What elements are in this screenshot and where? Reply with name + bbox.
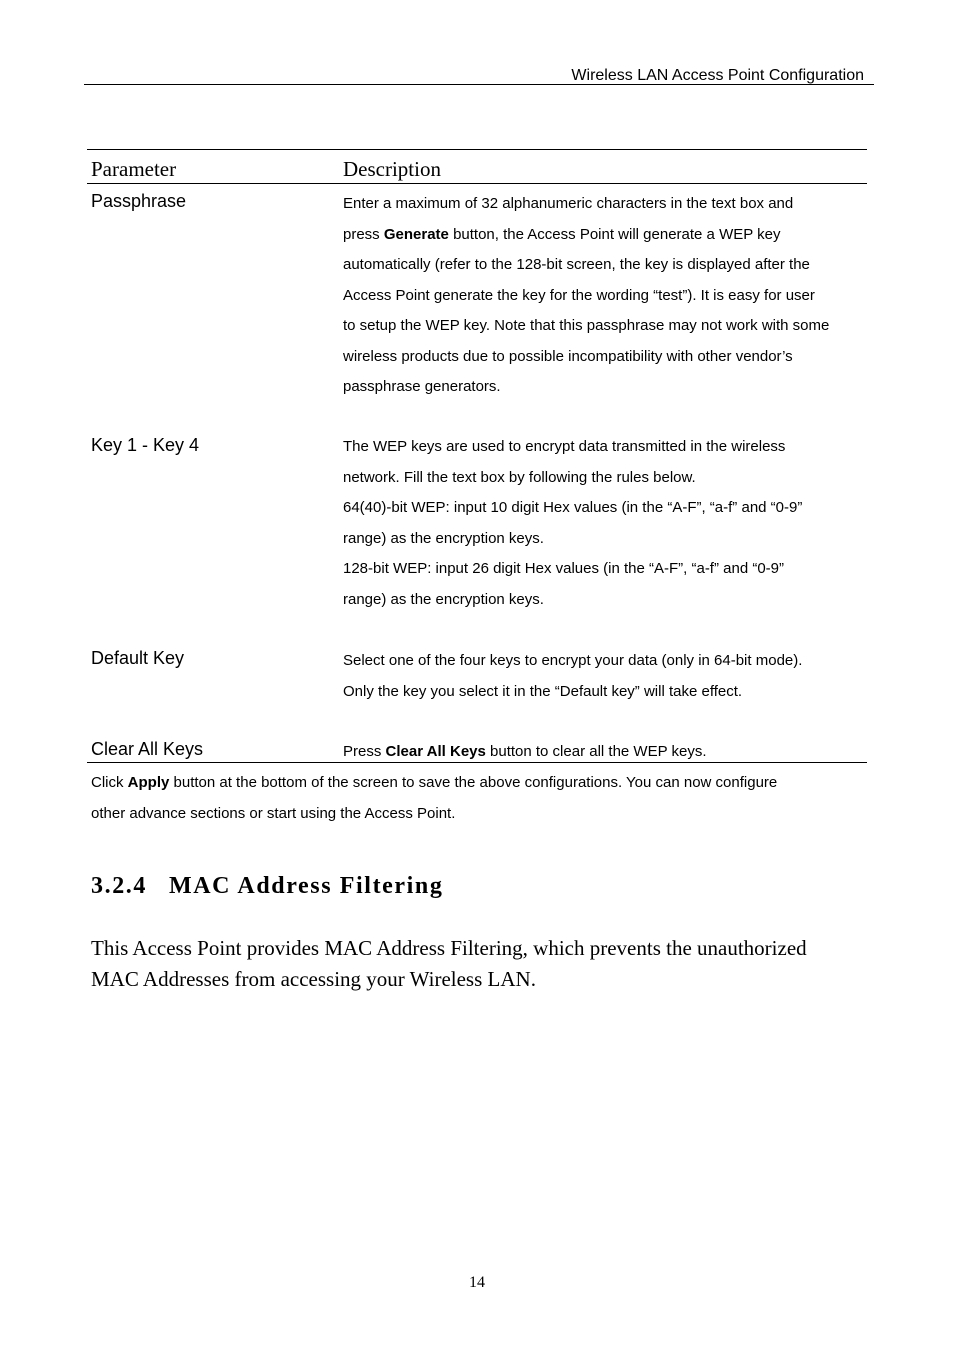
desc-line: The WEP keys are used to encrypt data transmitted in the wireless bbox=[343, 438, 786, 455]
desc-line bbox=[343, 737, 867, 768]
note-line: other advance sections or start using the Access Point. bbox=[91, 805, 456, 822]
apply-note bbox=[91, 767, 871, 829]
section-number: 3.2.4 bbox=[91, 873, 147, 899]
note-text: Click bbox=[91, 774, 128, 791]
desc-line: automatically (refer to the 128-bit screen, the key is displayed after the bbox=[343, 256, 810, 273]
desc-passphrase bbox=[343, 189, 867, 403]
intro-line: This Access Point provides MAC Address Filtering, which prevents the unauthorized bbox=[91, 936, 807, 960]
page-header bbox=[84, 66, 874, 85]
desc-line: range) as the encryption keys. bbox=[343, 529, 544, 547]
section-heading bbox=[91, 873, 443, 900]
desc-line: network. Fill the text box by following the rules below. bbox=[343, 468, 696, 486]
desc-text: button, the Access Point will generate a WEP key bbox=[448, 225, 781, 243]
parameter-table bbox=[87, 149, 867, 763]
table-header-row bbox=[87, 150, 867, 184]
desc-line bbox=[343, 220, 867, 251]
column-header-parameter: Parameter bbox=[91, 157, 177, 181]
param-passphrase: Passphrase bbox=[91, 191, 187, 211]
desc-line: wireless products due to possible incompatibility with other vendor’s bbox=[343, 347, 793, 365]
desc-line: to setup the WEP key. Note that this passphrase may not work with some bbox=[343, 317, 830, 334]
header-title: Wireless LAN Access Point Configuration bbox=[571, 67, 864, 84]
desc-default-key bbox=[343, 646, 867, 707]
desc-keys bbox=[343, 432, 867, 615]
clear-all-keys-term: Clear All Keys bbox=[385, 743, 486, 760]
desc-line: 64(40)-bit WEP: input 10 digit Hex values (in the “A-F”, “a-f” and “0-9” bbox=[343, 499, 803, 516]
param-default-key: Default Key bbox=[91, 648, 185, 668]
desc-text: Press bbox=[343, 743, 386, 760]
desc-line: range) as the encryption keys. bbox=[343, 590, 544, 608]
desc-line: 128-bit WEP: input 26 digit Hex values (in the “A-F”, “a-f” and “0-9” bbox=[343, 560, 785, 577]
param-clear-all-keys: Clear All Keys bbox=[91, 739, 204, 759]
section-intro bbox=[91, 933, 881, 995]
page-number: 14 bbox=[469, 1274, 485, 1291]
desc-text: press bbox=[343, 225, 384, 243]
generate-term: Generate bbox=[383, 225, 449, 243]
desc-line: Only the key you select it in the “Default key” will take effect. bbox=[343, 682, 743, 700]
desc-line: passphrase generators. bbox=[343, 378, 501, 395]
desc-text: button to clear all the WEP keys. bbox=[485, 743, 707, 760]
note-text: button at the bottom of the screen to save the above configurations. You can now configure bbox=[169, 774, 778, 791]
desc-line: Access Point generate the key for the wording “test”). It is easy for user bbox=[343, 286, 815, 304]
param-keys: Key 1 - Key 4 bbox=[91, 435, 200, 455]
desc-clear-all-keys bbox=[343, 737, 867, 768]
desc-line: Select one of the four keys to encrypt your data (only in 64-bit mode). bbox=[343, 652, 803, 669]
section-title: MAC Address Filtering bbox=[169, 873, 444, 899]
desc-line: Enter a maximum of 32 alphanumeric characters in the text box and bbox=[343, 195, 794, 212]
apply-term: Apply bbox=[127, 774, 170, 791]
column-header-description: Description bbox=[343, 157, 441, 181]
intro-line: MAC Addresses from accessing your Wireless LAN. bbox=[91, 967, 536, 991]
note-line bbox=[91, 767, 871, 798]
